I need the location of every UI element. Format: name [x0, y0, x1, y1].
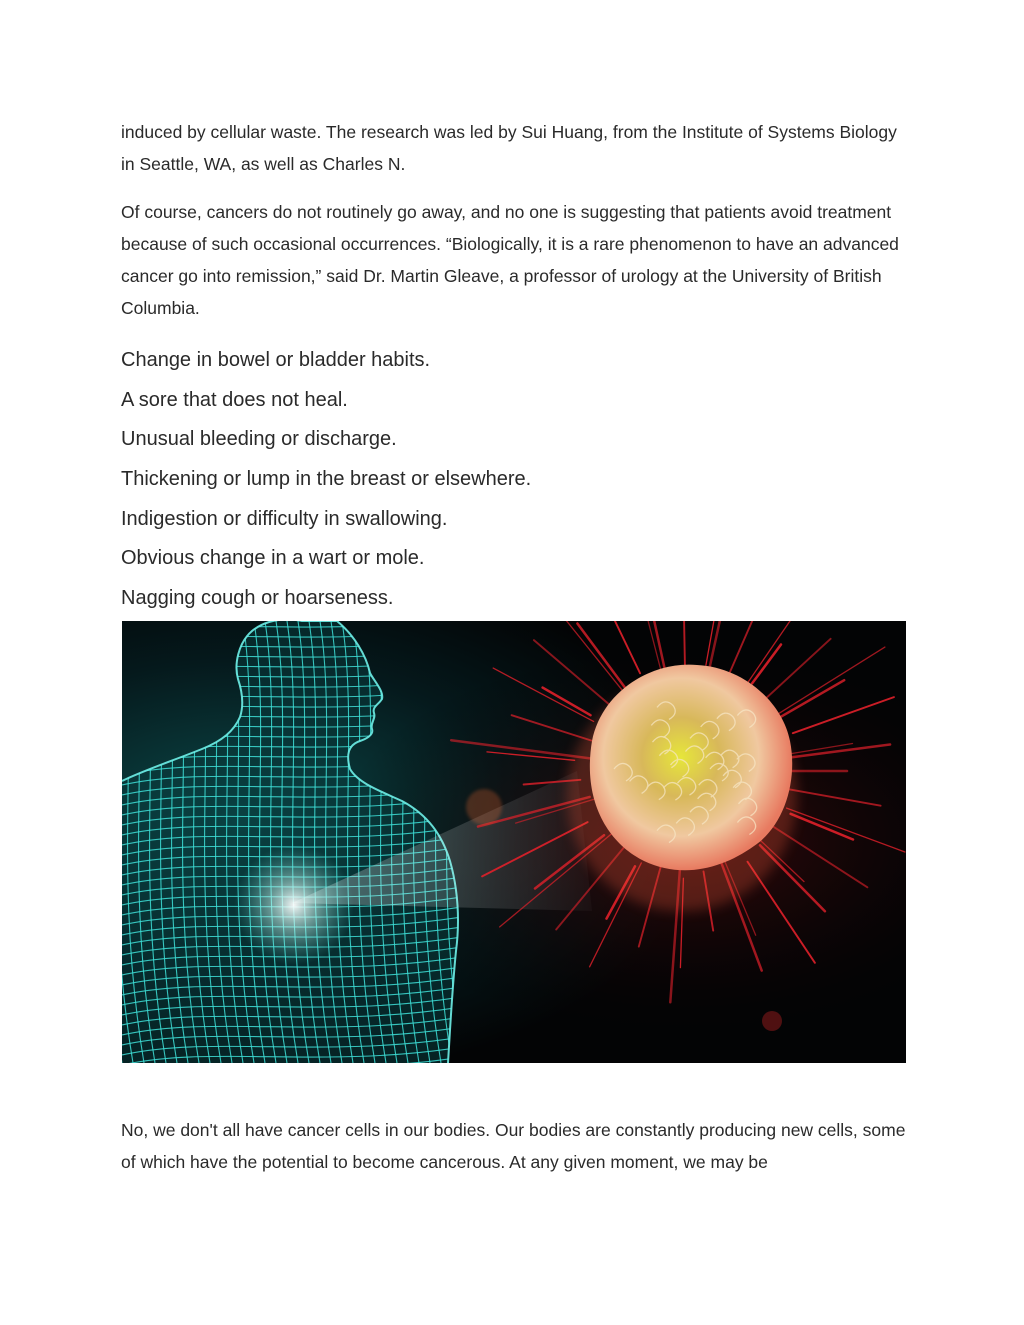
list-item: Indigestion or difficulty in swallowing. — [121, 507, 448, 530]
document-body — [121, 116, 907, 618]
list-item: Unusual bleeding or discharge. — [121, 428, 397, 451]
paragraph-research: induced by cellular waste. The research was led by Sui Huang, from the Institute of Systems Biology in Seattle, WA, as well as Charles N. — [121, 122, 897, 174]
list-item: A sore that does not heal. — [121, 388, 348, 411]
list-item: Obvious change in a wart or mole. — [121, 547, 425, 570]
list-item: Thickening or lump in the breast or elsewhere. — [121, 468, 532, 491]
warning-signs-list — [121, 340, 907, 618]
chest-glow — [234, 845, 354, 965]
list-item: Nagging cough or hoarseness. — [121, 587, 394, 610]
paragraph-remission: Of course, cancers do not routinely go away, and no one is suggesting that patients avoid treatment because of such occasional occurrences. “Biologically, it is a rare phenomenon to have an advanced cancer go into remission,” said Dr. Martin Gleave, a professor of urology at the University of British Columbia. — [121, 202, 899, 318]
flare-dot — [466, 789, 502, 825]
paragraph-cancer-cells: No, we don't all have cancer cells in our bodies. Our bodies are constantly producing new cells, some of which have the potential to become cancerous. At any given moment, we may be — [121, 1120, 906, 1172]
cancer-cell-illustration — [122, 621, 906, 1063]
flare-dot — [762, 1011, 782, 1031]
list-item: Change in bowel or bladder habits. — [121, 349, 431, 371]
